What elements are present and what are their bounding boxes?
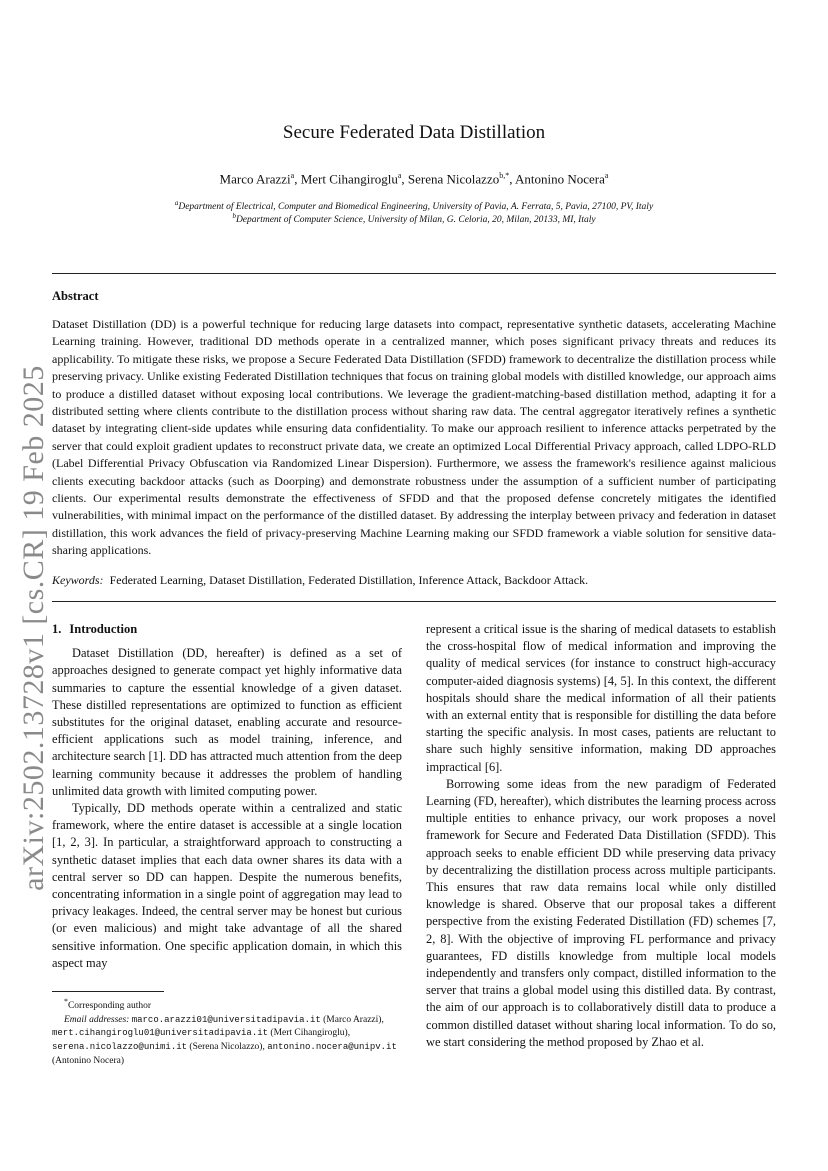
keywords-line bbox=[52, 573, 776, 588]
author-name: Antonino Nocera bbox=[515, 171, 605, 187]
email-address: marco.arazzi01@universitadipavia.it bbox=[131, 1014, 321, 1025]
author-list: Marco Arazzi$^a$, Mert Cihangiroglu$^a$, Serena Nicolazzo$^{b,*}$, Antonino Nocera$^a$ bbox=[219, 171, 609, 187]
paper-title: Secure Federated Data Distillation bbox=[282, 122, 546, 143]
author-name: Serena Nicolazzo bbox=[407, 171, 500, 187]
abstract-body: Dataset Distillation (DD) is a powerful technique for reducing large datasets into compact, representative synthetic datasets, accelerating Machine Learning training. However, traditional DD methods operate in a centralized manner, which poses significant privacy threats and reduces its applicability. To mitigate these risks, we propose a Secure Federated Data Distillation (SFDD) framework to decentralize the distillation process while preserving privacy. Unlike existing Federated Distillation techniques that focus on training global models with distilled knowledge, our approach aims to produce a distilled dataset without exposing local contributions. We leverage the gradient-matching-based distillation method, adapting it for a distributed setting where clients contribute to the distillation process without sharing raw data. The central aggregator iteratively refines a synthetic dataset by integrating client-side updates while ensuring data confidentiality. To make our approach resilient to inference attacks perpetrated by the server that could exploit gradient updates to reconstruct private data, we create an optimized Local Differential Privacy approach, called LDPO-RLD (Label Differential Privacy Obfuscation via Randomized Linear Dispersion). Furthermore, we assess the framework's resilience against malicious clients executing backdoor attacks (such as Doorping) and demonstrate robustness under the assumption of a sufficient number of participating clients. Our experimental results demonstrate the effectiveness of SFDD and that the proposed defense concretely mitigates the identified vulnerabilities, with minimal impact on the performance of the distilled dataset. By addressing the interplay between privacy and federation in dataset distillation, this work advances the field of privacy-preserving Machine Learning making our SFDD framework a viable solution for sensitive data-sharing applications. bbox=[52, 317, 776, 558]
top-divider bbox=[52, 273, 776, 274]
abstract-bottom-divider bbox=[52, 601, 776, 602]
email-label: Email addresses: bbox=[64, 1014, 130, 1025]
affiliation-text: Department of Computer Science, University of Milan, G. Celoria, 20, Milan, 20133, MI, Italy bbox=[235, 215, 596, 226]
author-name: Mert Cihangiroglu bbox=[300, 171, 398, 187]
author-affiliation-mark: a bbox=[397, 171, 402, 180]
footnote-corresponding-text: Corresponding author bbox=[67, 1001, 152, 1012]
footnote-corresponding: *Corresponding author bbox=[64, 997, 152, 1012]
author-affiliation-mark: a bbox=[290, 171, 295, 180]
keywords-text: Federated Learning, Dataset Distillation, Federated Distillation, Inference Attack, Backdoor Attack. bbox=[109, 573, 589, 587]
email-address: antonino.nocera@unipv.it bbox=[267, 1041, 397, 1052]
section-title: Introduction bbox=[69, 622, 138, 636]
paragraph: Typically, DD methods operate within a centralized and static framework, where the entire dataset is accessible at a single location [1, 2, 3]. In particular, a straightforward approach to constructing a synthetic dataset implies that each data owner shares its data with a central server so DD can happen. Despite the numerous benefits, concentrating information in a single point of aggregation may lead to privacy leakages. Indeed, the central server may be honest but curious (or even malicious) and might take advantage of all the shared sensitive information. One specific application domain, in which this aspect may bbox=[52, 801, 402, 970]
paragraph: Borrowing some ideas from the new paradigm of Federated Learning (FD, hereafter), which distributes the learning process across multiple entities to enhance privacy, our work proposes a novel framework for Secure and Federated Data Distillation (SFDD). This approach seeks to enable efficient DD while preserving data privacy by decentralizing the distillation process across multiple participants. This ensures that raw data remains local while only distilled knowledge is shared. Observe that our proposal takes a different perspective from the existing Federated Distillation (FD) schemes [7, 2, 8]. With the objective of improving FL performance and privacy guarantees, FD distills knowledge from multiple local models independently and transfers only compact, distilled information to the server that trains a global model using this distilled data. By contrast, the aim of our approach is to collaboratively distill data to produce a common distilled dataset without sharing local information. To do so, we start considering the method proposed by Zhao et al. bbox=[426, 776, 776, 1049]
author-affiliation-mark: b,* bbox=[499, 171, 510, 180]
paragraph: Dataset Distillation (DD, hereafter) is defined as a set of approaches designed to generate compact yet highly informative data summaries to capture the essential knowledge of a given dataset. These distilled representations are optimized to function as efficient substitutes for the original dataset, enabling accurate and resource-efficient applications such as model training, inference, and architecture search [1]. DD has attracted much attention from the deep learning community because it addresses the problem of handling unlimited data growth with limited computing power. bbox=[52, 646, 402, 798]
abstract-heading: Abstract bbox=[52, 289, 99, 303]
footnotes bbox=[52, 995, 402, 1068]
email-owner: (Serena Nicolazzo) bbox=[189, 1041, 263, 1052]
affiliation-mark: b bbox=[232, 212, 236, 220]
email-address: serena.nicolazzo@unimi.it bbox=[52, 1041, 188, 1052]
footnote-emails: Email addresses: marco.arazzi01@universitadipavia.it (Marco Arazzi), mert.cihangiroglu01@universitadipavia.it (Mert Cihangiroglu), serena.nicolazzo@unimi.it (Serena Nicolazzo), antonino.nocera@unipv.it (Antonino Nocera) bbox=[52, 1014, 397, 1066]
email-owner: (Mert Cihangiroglu) bbox=[270, 1028, 348, 1039]
author-name: Marco Arazzi bbox=[219, 171, 291, 187]
affiliation-a bbox=[0, 199, 828, 212]
section-number: 1. bbox=[52, 622, 62, 636]
email-owner: (Marco Arazzi) bbox=[323, 1014, 382, 1025]
left-column bbox=[52, 621, 402, 972]
paragraph: represent a critical issue is the sharing of medical datasets to establish the cross-hospital flow of medical information and improving the quality of medical services (for instance to construct high-accuracy computer-aided diagnosis systems) [4, 5]. In this context, the different hospitals should share the medical information of all their patients with an external entity that is responsible for distilling the data before starting the specific analysis. In most cases, patients are reluctant to share such highly sensitive information, making DD approaches impractical [6]. bbox=[426, 622, 776, 774]
arxiv-identifier-text: arXiv:2502.13728v1 [cs.CR] 19 Feb 2025 bbox=[17, 365, 51, 891]
email-address: mert.cihangiroglu01@universitadipavia.it bbox=[52, 1028, 269, 1039]
keywords-label: Keywords: bbox=[52, 573, 104, 587]
affiliation-mark: a bbox=[174, 199, 179, 207]
arxiv-identifier bbox=[14, 365, 54, 891]
footnote-divider bbox=[52, 991, 164, 992]
right-column bbox=[426, 621, 776, 1051]
email-owner: (Antonino Nocera) bbox=[52, 1055, 125, 1066]
affiliation-b bbox=[0, 212, 828, 225]
author-affiliation-mark: a bbox=[604, 171, 609, 180]
section-heading bbox=[52, 621, 402, 638]
affiliation-text: Department of Electrical, Computer and Biomedical Engineering, University of Pavia, A. Ferrata, 5, Pavia, 27100, PV, Italy bbox=[178, 202, 654, 213]
